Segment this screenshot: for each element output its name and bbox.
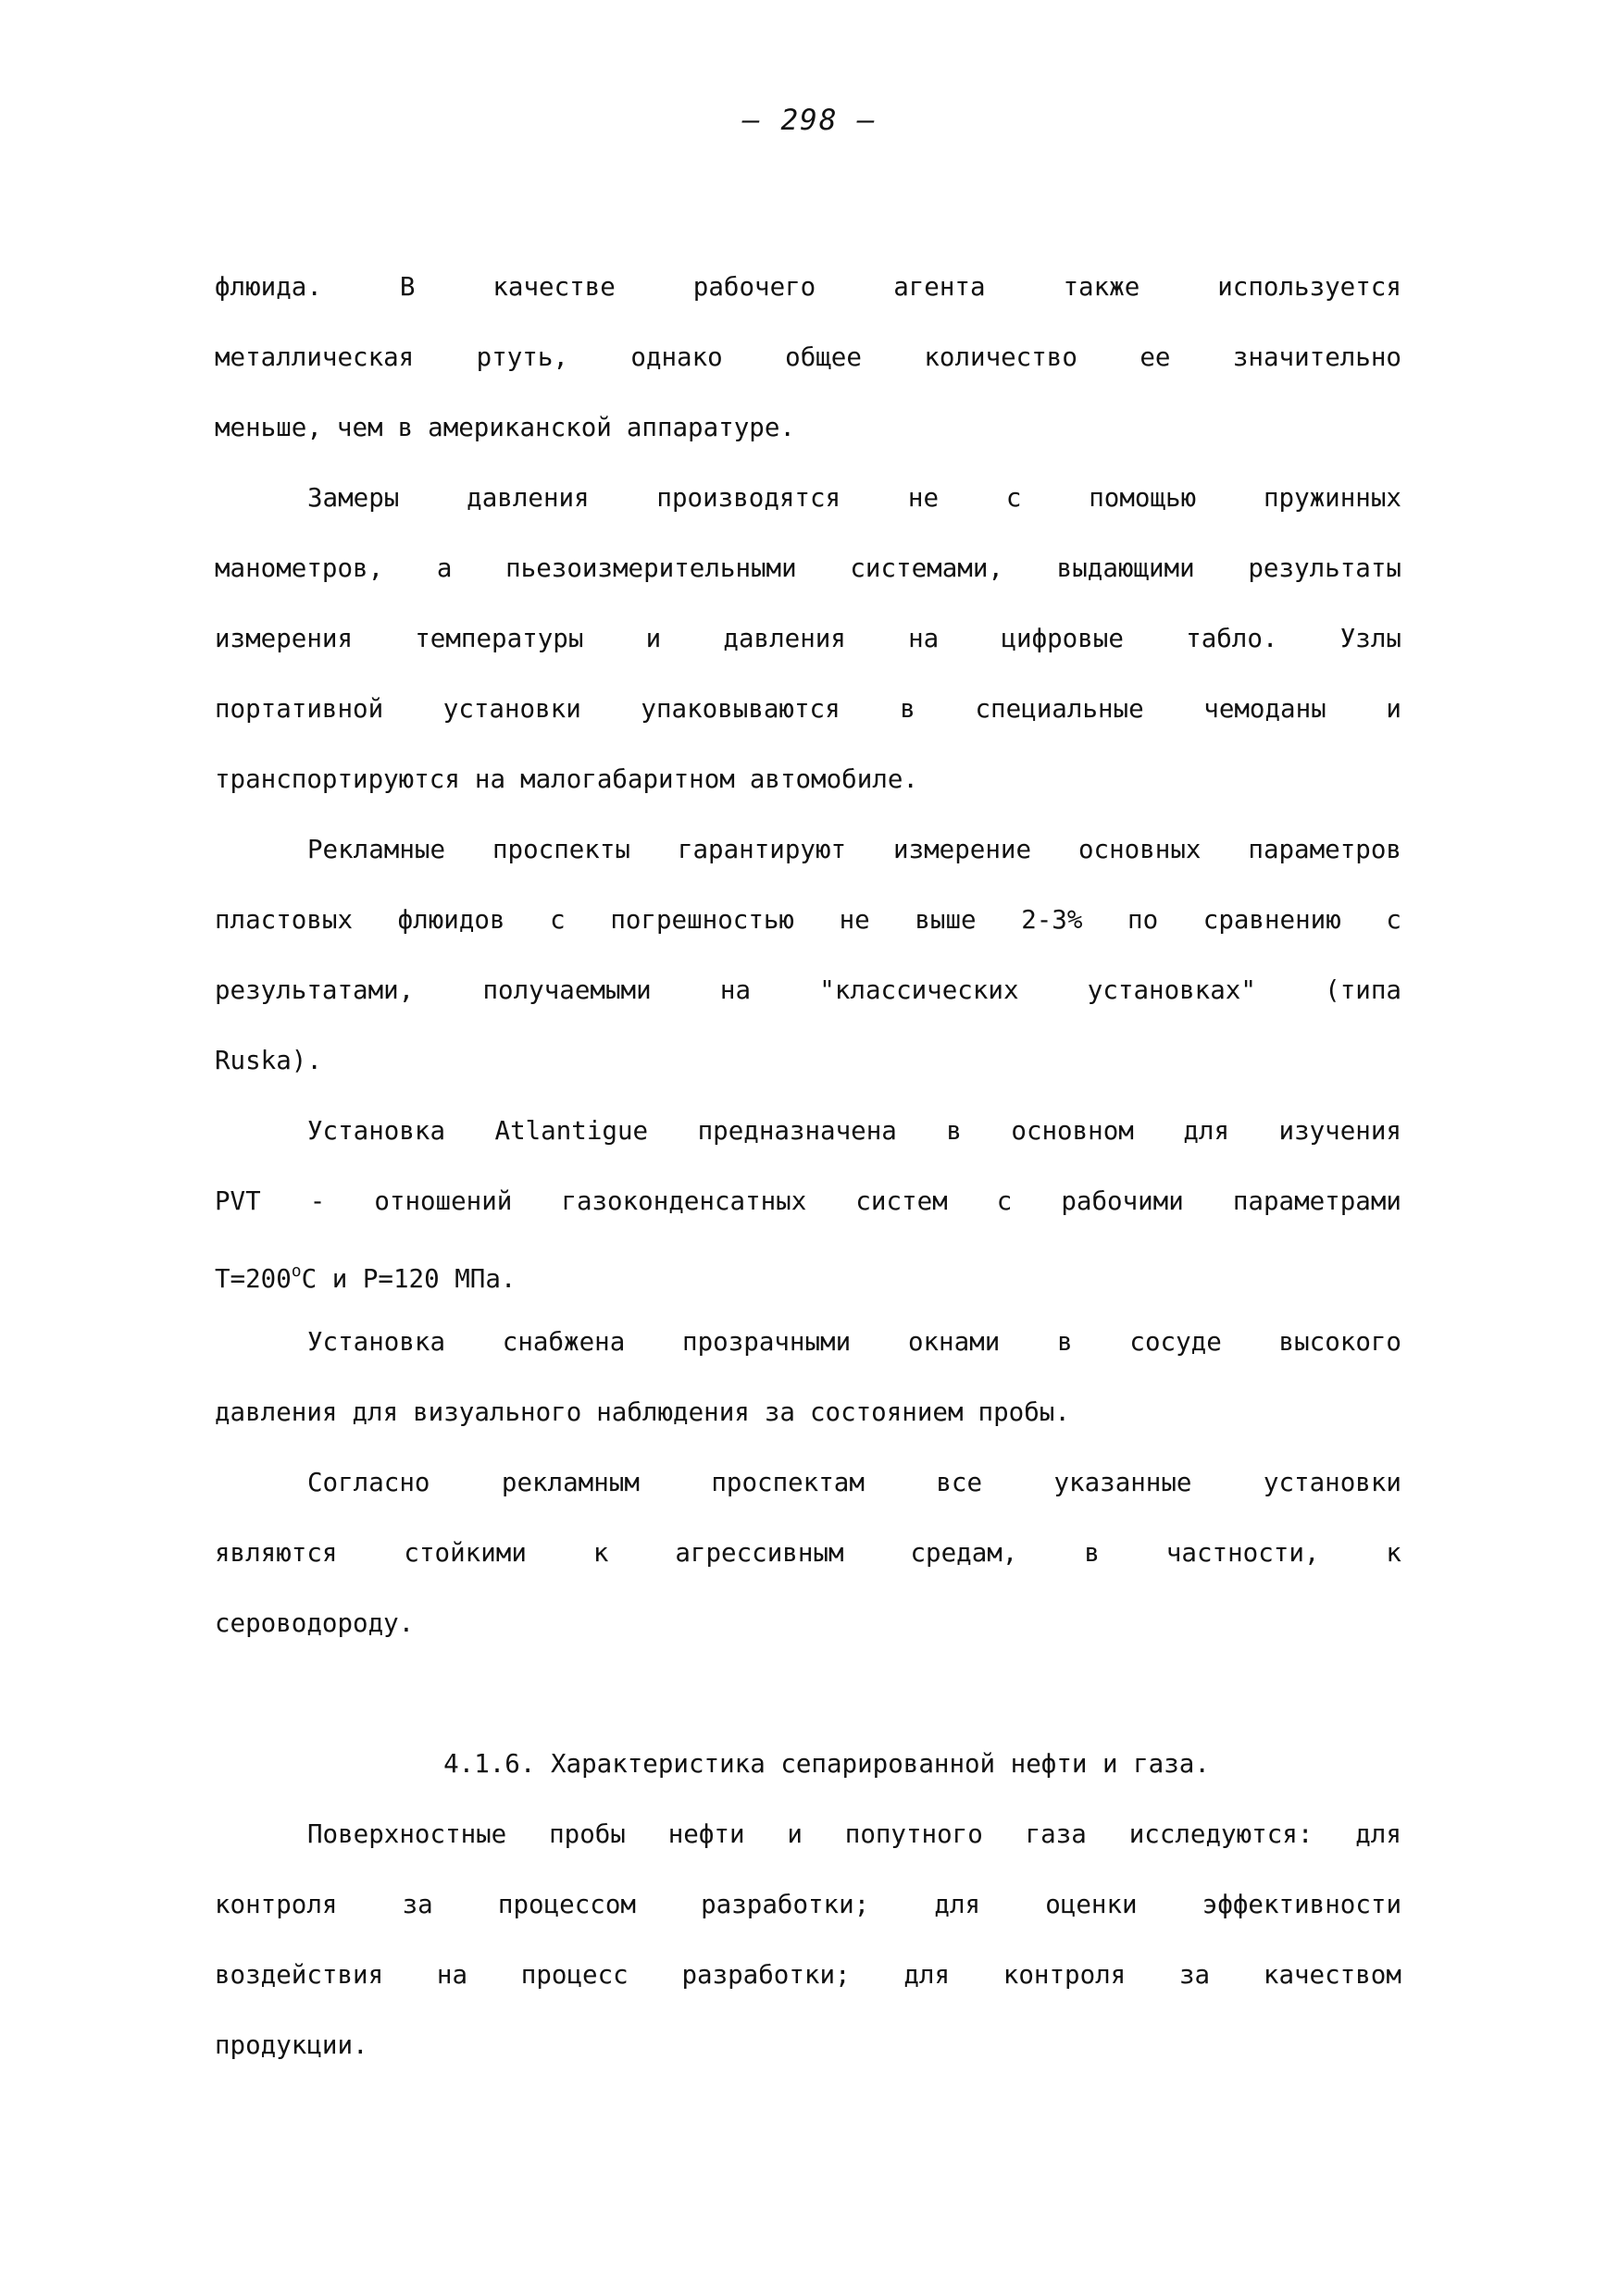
word: нефти [667,1819,745,1849]
word: к [592,1538,609,1568]
word: с [1386,905,1401,935]
word: и [1386,694,1401,724]
word: результаты [1248,553,1401,583]
word: состоянием [809,1397,964,1427]
paragraph-line [215,1181,1401,1251]
paragraph-line [215,689,1401,759]
word: проспектам [711,1468,865,1497]
word: ртуть, [476,342,568,372]
word: а [436,553,453,583]
paragraph-line [215,1040,1401,1111]
word: в [1084,1538,1100,1568]
word: газоконденсатных [561,1186,807,1216]
word: меньше, [215,413,322,442]
word: на [474,764,506,794]
word: чем [336,413,383,442]
word: выше [915,905,977,935]
word: В [399,272,416,302]
word: для [1183,1116,1230,1146]
word: сероводороду. [215,1608,415,1638]
word: процесс [520,1960,629,1990]
word: аппаратуре. [626,413,795,442]
word: качестве [492,272,616,302]
word: частности, [1165,1538,1320,1568]
word: качеством [1263,1960,1401,1990]
word: пробы. [978,1397,1070,1427]
word: выдающими [1056,553,1195,583]
word: цифровые [1001,624,1124,653]
word: агрессивным [675,1538,844,1568]
word: воздействия [215,1960,384,1990]
paragraph-line [215,1603,1401,1673]
word: Замеры [307,483,400,513]
paragraph-line [215,267,1401,337]
word: попутного [844,1819,983,1849]
section-paragraph-line [215,1884,1401,1955]
word: Ruska). [215,1046,322,1075]
word: системами, [850,553,1003,583]
word: также [1063,272,1140,302]
formula-suffix: С и Р=120 МПа. [301,1264,517,1294]
word: специальные [975,694,1144,724]
paragraph-line [215,829,1401,900]
word: флюидов [397,905,505,935]
word: для [903,1960,951,1990]
degree-sign: о [291,1261,302,1281]
word: в [1057,1327,1073,1357]
word: получаемыми [482,975,652,1005]
word: транспортируются [215,764,460,794]
word: для [352,1397,399,1427]
paragraph-line [215,407,1401,478]
word: разработки; [681,1960,851,1990]
word: портативной [215,694,384,724]
paragraph-line [215,1462,1401,1533]
word: однако [630,342,723,372]
word: и [645,624,662,653]
word: Atlantigue [494,1116,649,1146]
word: пьезоизмерительными [505,553,797,583]
word: сосуде [1129,1327,1222,1357]
word: Установка [307,1116,446,1146]
word: пружинных [1263,483,1401,513]
word: процессом [497,1890,636,1919]
word: контроля [215,1890,338,1919]
word: для [1355,1819,1401,1849]
word: газа [1025,1819,1087,1849]
word: основном [1011,1116,1134,1146]
word: контроля [1003,1960,1127,1990]
word: малогабаритном [520,764,735,794]
word: параметрами [1232,1186,1401,1216]
section-paragraph-line [215,1955,1401,2025]
word: за [402,1890,433,1919]
section-paragraph-line [215,2025,1401,2095]
word: Установка [307,1327,446,1357]
paragraph-line [215,337,1401,407]
word: с [996,1186,1013,1216]
word: с [1005,483,1022,513]
word: Поверхностные [307,1819,507,1849]
word: табло. [1186,624,1278,653]
word: флюида. [215,272,322,302]
word: упаковываются [641,694,841,724]
word: давления [215,1397,338,1427]
word: используется [1217,272,1401,302]
word: общее [785,342,862,372]
page-number: – 298 – [742,104,877,137]
word: металлическая [215,342,415,372]
paragraph-line [215,900,1401,970]
formula-prefix: Т=200 [215,1264,292,1294]
word: по [1127,905,1159,935]
word: стойкими [404,1538,527,1568]
paragraph-line [215,1533,1401,1603]
word: - [309,1186,326,1216]
word: за [1179,1960,1211,1990]
word: установках" [1087,975,1256,1005]
word: на [436,1960,468,1990]
word: рабочими [1061,1186,1184,1216]
word: температуры [415,624,584,653]
word: прозрачными [682,1327,852,1357]
word: оценки [1045,1890,1138,1919]
word: измерение [893,835,1032,864]
word: измерения [215,624,354,653]
word: рабочего [692,272,816,302]
section-heading: 4.1.6. Характеристика сепарированной нефти и газа. [443,1749,1210,1779]
word: для [934,1890,981,1919]
word: установки [442,694,581,724]
word: не [907,483,940,513]
word: на [908,624,940,653]
word: средам, [910,1538,1018,1568]
word: пробы [549,1819,626,1849]
word: 2-3% [1021,905,1083,935]
paragraph-line [215,970,1401,1040]
word: агента [893,272,986,302]
formula-line [215,1251,1401,1322]
word: изучения [1278,1116,1401,1146]
word: PVT [215,1186,261,1216]
word: Рекламные [307,835,446,864]
word: параметров [1248,835,1401,864]
word: указанные [1053,1468,1192,1497]
word: окнами [907,1327,1001,1357]
word: погрешностью [610,905,794,935]
body-text [215,267,1401,2095]
word: визуального [413,1397,582,1427]
word: на [719,975,752,1005]
word: значительно [1232,342,1401,372]
word: разработки; [701,1890,870,1919]
word: чемоданы [1203,694,1326,724]
word: давления [723,624,846,653]
word: основных [1077,835,1202,864]
paragraph-line [215,759,1401,829]
word: в [946,1116,962,1146]
word: за [764,1397,795,1427]
word: снабжена [502,1327,626,1357]
section-spacer [215,1673,1401,1744]
word: высокого [1278,1327,1401,1357]
paragraph-line [215,1392,1401,1462]
word: продукции. [215,2030,368,2060]
word: предназначена [697,1116,897,1146]
word: исследуются: [1128,1819,1314,1849]
word: автомобиле. [749,764,918,794]
word: систем [855,1186,948,1216]
word: ее [1140,342,1171,372]
word: с [550,905,566,935]
word: к [1386,1538,1401,1568]
word: являются [215,1538,338,1568]
word: результатами, [215,975,415,1005]
word: и [787,1819,803,1849]
word: (типа [1325,975,1401,1005]
word: проспекты [492,835,630,864]
paragraph-line [215,1111,1401,1181]
word: сравнению [1202,905,1341,935]
word: Узлы [1339,624,1401,653]
word: "классических [819,975,1019,1005]
word: гарантируют [677,835,847,864]
section-paragraph-line [215,1814,1401,1884]
word: Согласно [307,1468,430,1497]
word: количество [924,342,1077,372]
paragraph-line [215,548,1401,618]
paragraph-line [215,618,1401,689]
word: наблюдения [596,1397,750,1427]
word: американской [428,413,612,442]
word: помощью [1089,483,1197,513]
word: давления [467,483,590,513]
word: отношений [374,1186,513,1216]
word: манометров, [215,553,384,583]
word: все [936,1468,983,1497]
word: эффективности [1202,1890,1401,1919]
word: в [900,694,915,724]
paragraph-line [215,478,1401,548]
word: установки [1263,1468,1401,1497]
word: в [397,413,414,442]
word: не [839,905,870,935]
word: рекламным [501,1468,640,1497]
paragraph-line [215,1322,1401,1392]
word: производятся [656,483,841,513]
word: пластовых [215,905,354,935]
